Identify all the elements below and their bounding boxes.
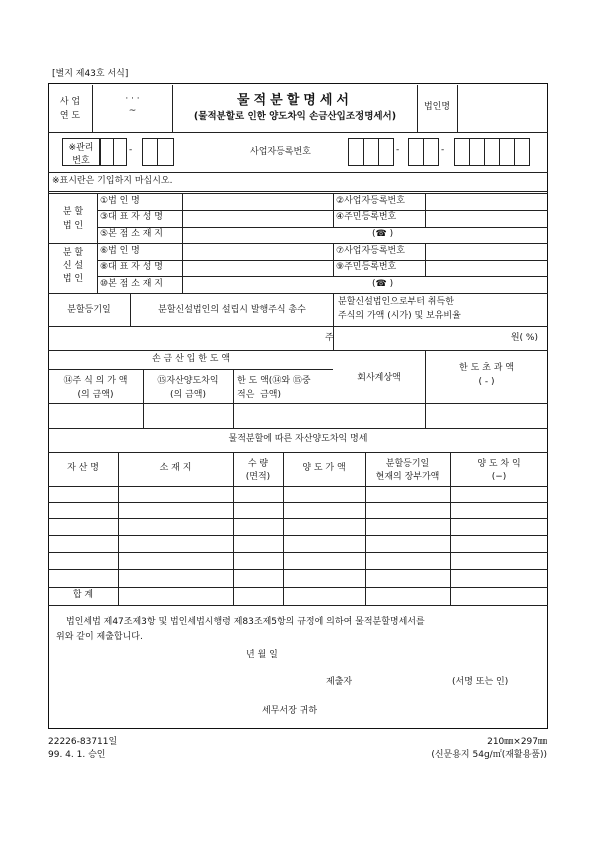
management-digit-3[interactable]: [142, 138, 158, 166]
col14-field[interactable]: [50, 408, 140, 423]
shares-unit: 주: [325, 333, 334, 343]
biz-reg-label: 사업자등록번호: [250, 147, 311, 157]
approval-number: 22226-83711일: [48, 737, 118, 747]
split-corp-rep-field[interactable]: [185, 211, 331, 226]
split-corp-resreg-label: ④주민등록번호: [336, 212, 397, 222]
biz-reg-dash-2: -: [441, 145, 445, 155]
biz-reg-dash-1: -: [396, 145, 400, 155]
declaration-line1: 법인세법 제47조제3항 및 법인세법시행령 제83조제5항의 규정에 의하여 물적분할명세서를: [66, 617, 425, 627]
table-row[interactable]: [48, 569, 548, 587]
biz-reg-digit-3[interactable]: [378, 138, 394, 166]
split-corp-label: 분 할 법 인: [62, 207, 84, 231]
col-quantity: 수 량 (면적): [245, 459, 271, 482]
new-corp-rep-field[interactable]: [185, 261, 331, 276]
corp-name-field[interactable]: [460, 100, 544, 115]
total-label: 합 계: [72, 590, 94, 600]
management-digit-1[interactable]: [100, 138, 114, 166]
biz-reg-digit-6[interactable]: [454, 138, 470, 166]
col-transfer-price: 양 도 가 액: [302, 463, 346, 473]
new-corp-rep-label: ⑧대 표 자 성 명: [100, 262, 163, 272]
biz-reg-digit-2[interactable]: [363, 138, 379, 166]
won-percent: 원( %): [510, 333, 538, 343]
new-corp-bizreg-field[interactable]: [428, 245, 546, 260]
excess-amount-field[interactable]: [428, 408, 544, 423]
biz-reg-digit-10[interactable]: [514, 138, 530, 166]
declaration-line2: 위와 같이 제출합니다.: [56, 632, 143, 642]
management-digit-2[interactable]: [113, 138, 127, 166]
notice: ※표시란은 기입하지 마십시오.: [52, 176, 173, 186]
paper-size: 210㎜×297㎜: [487, 737, 547, 747]
book-amount-label: 회사계상액: [357, 373, 401, 383]
shares-count-field[interactable]: [52, 330, 322, 345]
split-date-label: 분할등기일: [67, 305, 111, 315]
col-asset-name: 자 산 명: [67, 463, 99, 473]
table-row[interactable]: [48, 535, 548, 552]
new-corp-bizreg-label: ⑦사업자등록번호: [336, 246, 405, 256]
split-corp-bizreg-label: ②사업자등록번호: [336, 196, 405, 206]
corp-name-label: 법인명: [423, 102, 451, 112]
split-corp-bizreg-field[interactable]: [428, 195, 546, 210]
approval-date: 99. 4. 1. 승인: [48, 750, 106, 760]
limit-amount-label: 한 도 액(⑭와 ⑮중 적은 금액): [237, 376, 311, 400]
addressee: 세무서장 귀하: [262, 706, 318, 716]
split-corp-resreg-field[interactable]: [428, 211, 546, 226]
business-year-label: 사 업 연 도: [59, 97, 81, 122]
total-shares-label: 분할신설법인의 설립시 발행주식 총수: [158, 305, 306, 315]
excess-label: 한 도 초 과 액: [459, 363, 514, 373]
split-corp-phone: (☎ ): [372, 229, 394, 239]
new-corp-addr-field[interactable]: [185, 278, 365, 293]
excess-formula: ( - ): [478, 377, 495, 387]
date-line: 년 월 일: [246, 650, 278, 660]
col15-label: ⑮자산양도차익 (의 금액): [157, 376, 219, 400]
new-corp-phone: (☎ ): [372, 279, 394, 289]
table-row[interactable]: [48, 552, 548, 569]
form-subtitle: (물적분할로 인한 양도차익 손금산입조정명세서): [193, 111, 397, 122]
period-start: · · ·: [125, 94, 140, 104]
split-corp-name-field[interactable]: [185, 195, 331, 210]
new-corp-resreg-field[interactable]: [428, 261, 546, 276]
new-corp-name-label: ⑥법 인 명: [100, 246, 140, 256]
split-corp-rep-label: ③대 표 자 성 명: [100, 212, 163, 222]
biz-reg-digit-9[interactable]: [499, 138, 515, 166]
biz-reg-digit-7[interactable]: [469, 138, 485, 166]
col14-label: ⑭주 식 의 가 액 (의 금액): [63, 376, 128, 400]
acquired-shares-label-1: 분할신설법인으로부터 취득한: [338, 297, 454, 307]
shares-value-field[interactable]: [337, 330, 437, 345]
biz-reg-digit-4[interactable]: [408, 138, 424, 166]
biz-reg-digit-5[interactable]: [423, 138, 439, 166]
new-corp-resreg-label: ⑨주민등록번호: [336, 262, 397, 272]
form-code: [별지 제43호 서식]: [52, 69, 129, 79]
col-transfer-gain: 양 도 차 익 (−): [477, 459, 521, 482]
management-dash: -: [129, 145, 133, 155]
loss-limit-heading: 손 금 산 입 한 도 액: [151, 354, 231, 364]
table-row[interactable]: [48, 502, 548, 518]
biz-reg-digit-1[interactable]: [348, 138, 364, 166]
paper-type: (신문용지 54g/㎡(재활용품)): [431, 750, 547, 760]
col15-field[interactable]: [146, 408, 230, 423]
management-digit-4[interactable]: [157, 138, 174, 166]
split-corp-name-label: ①법 인 명: [100, 196, 140, 206]
split-corp-addr-field[interactable]: [185, 228, 365, 243]
form-title: 물적분할명세서: [237, 93, 353, 108]
management-label-box: [62, 138, 100, 166]
limit-amount-field[interactable]: [236, 408, 330, 423]
acquired-shares-label-2: 주식의 가액 (시가) 및 보유비율: [338, 311, 461, 321]
col-location: 소 재 지: [159, 463, 192, 473]
table-row[interactable]: [48, 486, 548, 502]
asset-table-heading: 물적분할에 따른 자산양도차익 명세: [228, 434, 368, 444]
management-label: ※관리 번호: [68, 143, 94, 166]
new-corp-addr-label: ⑩본 점 소 재 지: [100, 279, 163, 289]
signature-label: (서명 또는 인): [452, 677, 509, 687]
table-row[interactable]: [48, 518, 548, 535]
split-corp-addr-label: ⑤본 점 소 재 지: [100, 229, 163, 239]
col-book-value: 분할등기일 현재의 장부가액: [375, 459, 440, 482]
book-amount-field[interactable]: [336, 408, 422, 423]
biz-reg-digit-8[interactable]: [484, 138, 500, 166]
new-corp-name-field[interactable]: [185, 245, 331, 260]
submitter-label: 제출자: [326, 677, 353, 687]
period-tilde: ~: [128, 106, 137, 116]
new-corp-label: 분 할 신 설 법 인: [62, 248, 84, 285]
